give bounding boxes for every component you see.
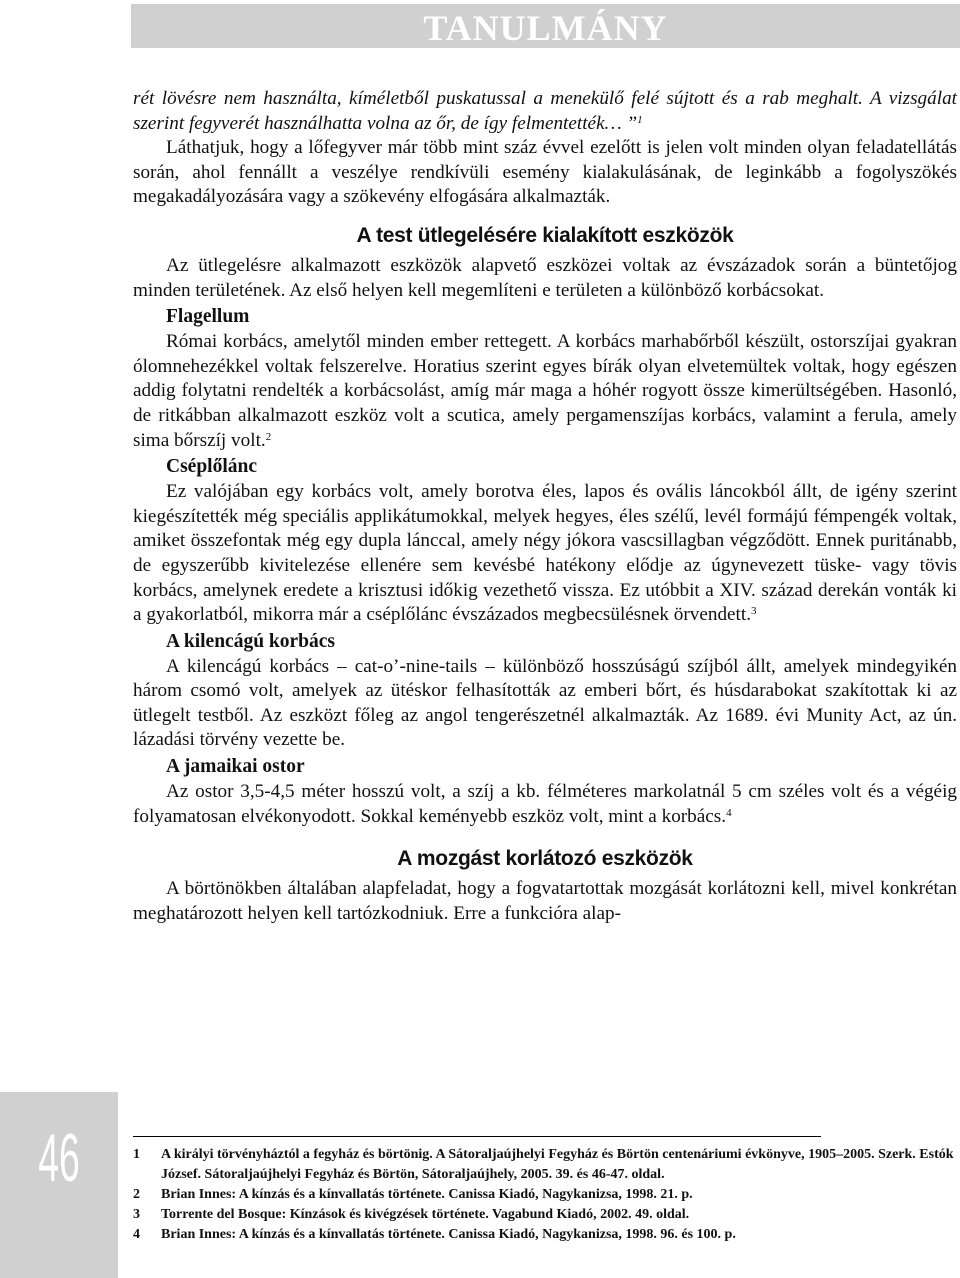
footnote-text: A királyi törvényháztól a fegyház és börtönig. A Sátoraljaújhelyi Fegyház és Börtön centenáriumi évkönyve, 1905–2005. Szerk. Estók József. Sátoraljaújhelyi Fegyház és Börtön, Sátoraljaújhely, 2005. 39. és 46-47. oldal. — [161, 1147, 954, 1182]
footnote-text: Torrente del Bosque: Kínzások és kivégzések története. Vagabund Kiadó, 2002. 49. oldal. — [161, 1207, 690, 1222]
kilencagu-paragraph: A kilencágú korbács – cat-o’-nine-tails – különböző hosszúságú szíjból állt, amelyek mindegyikén három csomó volt, amelyek az ütéskor felhasították az emberi bőrt, és húsdarabokat szakítottak ki az ütlegelt testből. Az eszközt főleg az angol tengerészetnél alkalmazták. Az 1689. évi Munity Act, az ún. lázadási törvény vezette be. — [133, 655, 957, 751]
footnote-text: Brian Innes: A kínzás és a kínvallatás története. Canissa Kiadó, Nagykanizsa, 1998. 21. p. — [161, 1187, 693, 1202]
footnote-item — [133, 1185, 957, 1205]
subheading-cseplolanc: Cséplőlánc — [166, 456, 258, 478]
footnote-number: 3 — [133, 1207, 140, 1222]
subheading-jamaikai: A jamaikai ostor — [166, 756, 305, 778]
footnote-number: 4 — [133, 1227, 140, 1242]
intro-italic-paragraph — [133, 87, 957, 136]
footnote-text: Brian Innes: A kínzás és a kínvallatás története. Canissa Kiadó, Nagykanizsa, 1998. 96. és 100. p. — [161, 1227, 736, 1242]
intro-paragraph: Láthatjuk, hogy a lőfegyver már több mint száz évvel ezelőtt is jelen volt minden olyan feladatellátás során, ahol fennállt a veszélye rendkívüli esemény kialakulásának, de leginkább a fogolyszökés megakadályozására vagy a szökevény elfogására alkalmazták. — [133, 137, 957, 208]
cseplolanc-paragraph — [133, 480, 957, 628]
footnote-item — [133, 1225, 957, 1245]
section-heading-striking: A test ütlegelésére kialakított eszközök — [356, 223, 734, 247]
footnote-number: 2 — [133, 1187, 140, 1202]
footnote-ref-3[interactable]: 3 — [751, 605, 757, 618]
flagellum-text: Római korbács, amelytől minden ember rettegett. A korbács marhabőrből készült, ostorszíjai gyakran ólomnehezékkel voltak felszerelve. Horatius szerint egyes bírák olyan elvetemültek voltak, hogy egészen addig folytatni rendelték a korbácsolást, amíg már maga a hóhér rogyott össze kimerültségében. Hasonló, de ritkábban alkalmazott eszköz volt a scutica, amely pergamenszíjas korbács, valamint a ferula, amely sima bőrszíj volt. — [133, 331, 957, 451]
intro-italic-text: rét lövésre nem használta, kíméletből puskatussal a menekülő felé sújtott és a rab meghalt. A vizsgálat szerint fegyverét használhatta volna az őr, de így felmentették… ” — [133, 88, 957, 134]
footnote-item — [133, 1145, 957, 1185]
page-number-tab — [0, 1092, 118, 1278]
section2-paragraph: A börtönökben általában alapfeladat, hogy a fogvatartottak mozgását korlátozni kell, mivel konkrétan meghatározott helyen kell tartózkodniuk. Erre a funkcióra alap- — [133, 878, 957, 924]
jamaikai-paragraph — [133, 780, 957, 829]
page-number: 46 — [38, 1120, 80, 1196]
jamaikai-text: Az ostor 3,5-4,5 méter hosszú volt, a szíj a kb. félméteres markolatnál 5 cm széles volt és a végéig folyamatosan elvékonyodott. Sokkal keményebb eszköz volt, mint a korbács. — [133, 781, 957, 827]
footnote-number: 1 — [133, 1147, 140, 1162]
footnote-item — [133, 1205, 957, 1225]
cseplolanc-text: Ez valójában egy korbács volt, amely borotva éles, lapos és ovális láncokból állt, de igény szerint kiegészítették még speciális applikátumokkal, melyek hegyes, éles szélű, levél formájú fémpengék voltak, amiket összefontak még egy dupla lánccal, amely négy jókora vascsillagban végződött. Ennek puritánabb, de egyszerűbb kivitelezése ellenére sem kevésbé hatékony elődje az úgynevezett tüske- vagy tövis korbács, amelynek eredete a krisztusi időkig vezethető vissza. Ez utóbbit a XIV. század derekán vonták ki a gyakorlatból, mikorra már a cséplőlánc évszázados megbecsülésnek örvendett. — [133, 481, 957, 626]
footnote-divider — [133, 1136, 821, 1137]
footnote-ref-1[interactable]: 1 — [637, 113, 643, 126]
footnote-ref-4[interactable]: 4 — [726, 806, 732, 819]
section-heading-restraint: A mozgást korlátozó eszközök — [397, 847, 693, 871]
header-title: TANULMÁNY — [423, 8, 668, 48]
subheading-kilencagu: A kilencágú korbács — [166, 630, 336, 652]
header-bar — [131, 4, 960, 48]
subheading-flagellum: Flagellum — [166, 306, 250, 328]
footnotes — [133, 1145, 957, 1245]
flagellum-paragraph — [133, 330, 957, 453]
section1-intro: Az ütlegelésre alkalmazott eszközök alapvető eszközei voltak az évszázadok során a büntetőjog minden területének. Az első helyen kell megemlíteni e területen a különböző korbácsokat. — [133, 254, 957, 301]
main-content — [133, 87, 957, 926]
footnote-ref-2[interactable]: 2 — [265, 430, 272, 443]
